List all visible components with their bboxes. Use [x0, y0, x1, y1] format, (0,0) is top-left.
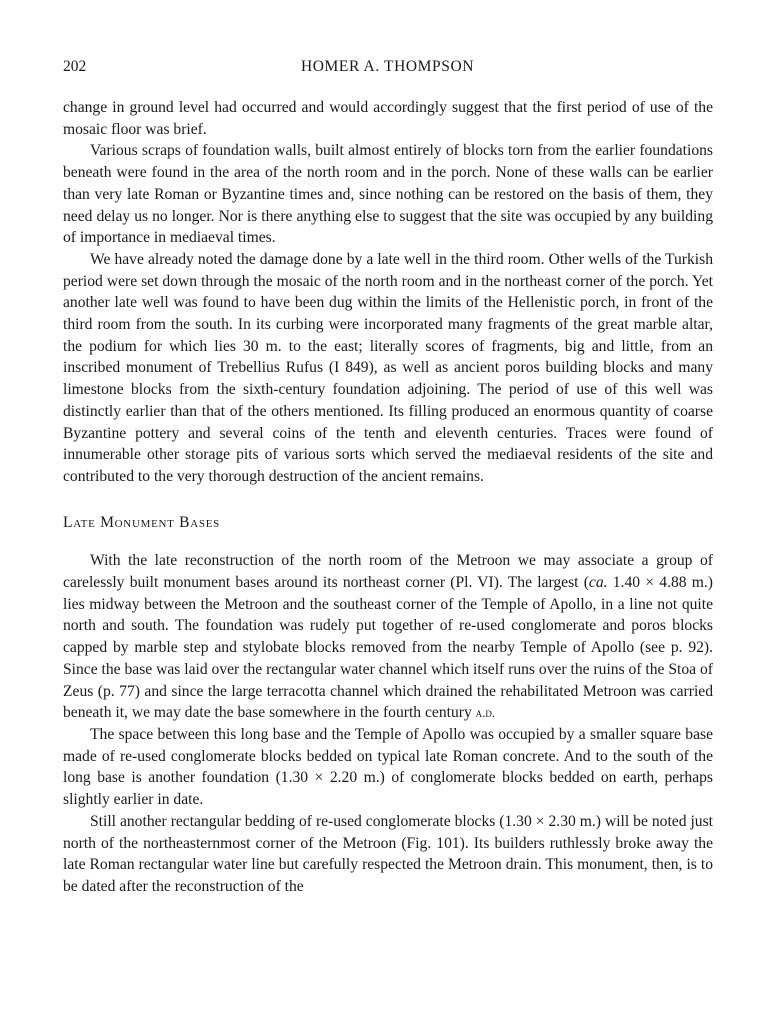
running-title: HOMER A. THOMPSON — [300, 58, 475, 75]
page-header — [63, 58, 712, 80]
paragraph-continued: change in ground level had occurred and would accordingly suggest that the first period of use of the mosaic floor was brief. — [63, 99, 713, 138]
era-abbrev: a.d. — [475, 705, 496, 721]
paragraph-monument-bases-text: With the late reconstruction of the north room of the Metroon we may associate a group of carelessly built monument bases around its northeast corner (Pl. VI). The largest — [63, 552, 713, 592]
page-number: 202 — [63, 58, 87, 75]
paragraph-rectangular-bedding: Still another rectangular bedding of re-used conglomerate blocks (1.30 × 2.30 m.) will be noted just north of the northeasternmost corner of the Metroon (Fig. 101). Its builders ruthlessly broke away the late Roman rectangular water line but carefully respected the Metroon drain. This monument, then, is to be dated after the reconstruction of the — [63, 812, 713, 895]
page-body — [63, 97, 713, 898]
section-heading: Late Monument Bases — [63, 513, 220, 531]
paragraph-wells: We have already noted the damage done by a late well in the third room. Other wells of the Turkish period were set down through the mosaic of the north room and in the northeast corner of the porch. Yet another late well was found to have been dug within the limits of the Hellenistic porch, in front of the third room from the south. In its curbing were incorporated many fragments of the great marble altar, the podium for which lies 30 m. to the east; literally scores of fragments, big and little, from an inscribed monument of Trebellius Rufus (I 849), as well as ancient poros building blocks and many limestone blocks from the sixth-century foundation adjoining. The period of use of this well was distinctly earlier than that of the others mentioned. Its filling produced an enormous quantity of coarse Byzantine pottery and several coins of the tenth and eleventh centuries. Traces were found of innumerable other storage pits of various sorts which served the mediaeval residents of the site and contributed to the very thorough destruction of the ancient remains. — [63, 250, 713, 485]
circa-abbrev: ca. — [588, 574, 608, 592]
paragraph-monument-bases-rest: 1.40 × 4.88 m.) lies midway between the Metroon and the southeast corner of the Temple of Apollo, in a line not quite north and south. The foundation was rudely put together of re-used conglomerate and poros blocks capped by marble step and stylobate blocks removed from the nearby Temple of Apollo (see p. 92). Since the base was laid over the rectangular water channel which itself runs over the ruins of the Stoa of Zeus (p. 77) and since the large terracotta channel which drained the rehabilitated Metroon was carried beneath it, we may date the base somewhere in the fourth century — [63, 574, 713, 722]
paragraph-monument-bases: With the late reconstruction of the north room of the Metroon we may associate a group of carelessly built monument bases around its northeast corner (Pl. VI). The largest (ca. 1.40 × 4.88 m.) lies midway between the Metroon and the southeast corner of the Temple of Apollo, in a line not quite north and south. The foundation was rudely put together of re-used conglomerate and poros blocks capped by marble step and stylobate blocks removed from the nearby Temple of Apollo (see p. 92). Since the base was laid over the rectangular water channel which itself runs over the ruins of the Stoa of Zeus (p. 77) and since the large terracotta channel which drained the rehabilitated Metroon was carried beneath it, we may date the base somewhere in the fourth century a.d. — [63, 552, 713, 722]
paragraph-square-base: The space between this long base and the Temple of Apollo was occupied by a smaller square base made of re-used conglomerate blocks bedded on typical late Roman concrete. And to the south of the long base is another foundation (1.30 × 2.20 m.) of conglomerate blocks bedded on earth, perhaps slightly earlier in date. — [63, 725, 713, 809]
paragraph-foundation-walls: Various scraps of foundation walls, built almost entirely of blocks torn from the earlier foundations beneath were found in the area of the north room and in the porch. None of these walls can be earlier than very late Roman or Byzantine times and, since nothing can be restored on the basis of them, they need delay us no longer. Nor is there anything else to suggest that the site was occupied by any building of importance in mediaeval times. — [63, 142, 713, 247]
